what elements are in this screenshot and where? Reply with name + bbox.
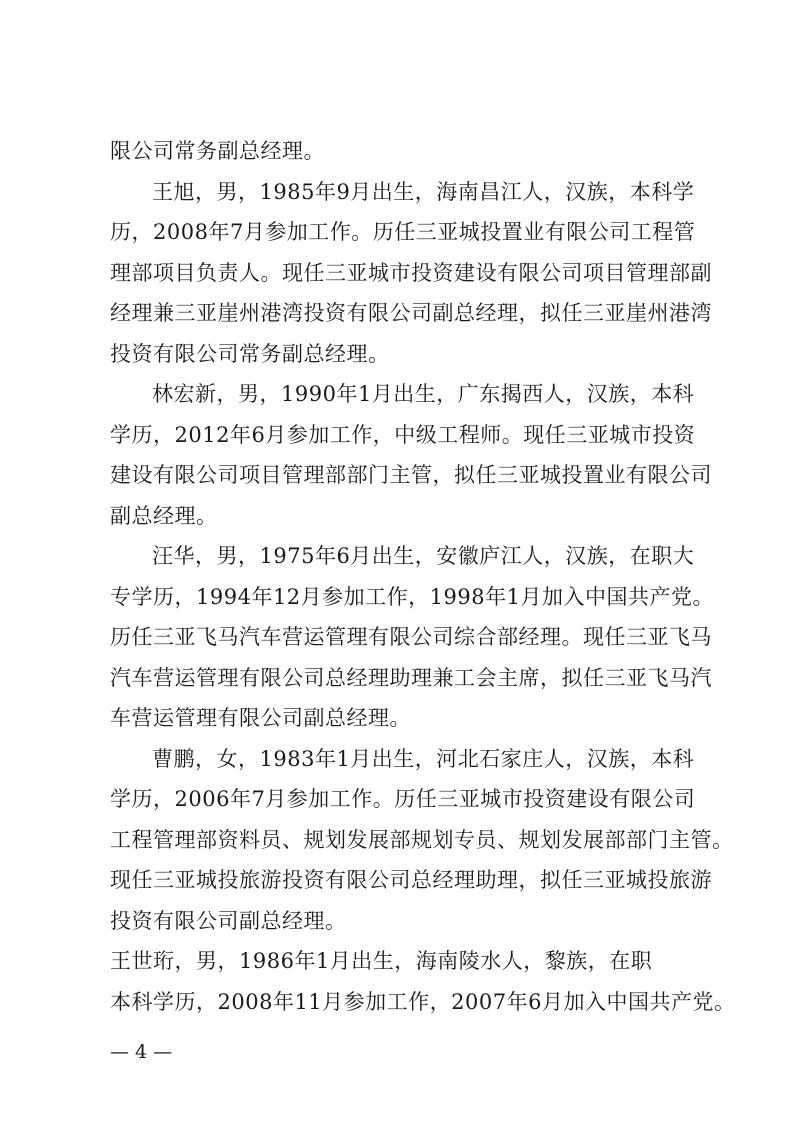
text-line: 历任三亚飞马汽车营运管理有限公司综合部经理。现任三亚飞马 [110,625,712,649]
paragraph-first-line: 汪华，男，1975年6月出生，安徽庐江人，汉族，在职大 [152,544,695,568]
text-line: 车营运管理有限公司副总经理。 [110,706,411,730]
text-line: 工程管理部资料员、规划发展部规划专员、规划发展部部门主管。 [110,827,734,852]
text-line: 汽车营运管理有限公司总经理助理兼工会主席，拟任三亚飞马汽 [110,665,712,690]
page-number: — 4 — [110,1041,173,1063]
text-line: 限公司常务副总经理。 [110,139,325,163]
text-line: 理部项目负责人。现任三亚城市投资建设有限公司项目管理部副 [110,260,712,285]
paragraph-first-line: 王旭，男，1985年9月出生，海南昌江人，汉族，本科学 [152,179,695,204]
paragraph-first-line: 林宏新，男，1990年1月出生，广东揭西人，汉族，本科 [152,382,695,406]
text-line: 学历，2006年7月参加工作。历任三亚城市投资建设有限公司 [110,787,696,811]
text-line: 本科学历，2008年11月参加工作，2007年6月加入中国共产党。 [110,989,736,1014]
text-line: 现任三亚城投旅游投资有限公司总经理助理，拟任三亚城投旅游 [110,868,712,892]
text-line: 副总经理。 [110,503,218,528]
text-line: 学历，2012年6月参加工作，中级工程师。现任三亚城市投资 [110,422,696,447]
text-line: 经理兼三亚崖州港湾投资有限公司副总经理，拟任三亚崖州港湾 [110,301,712,325]
text-line: 投资有限公司常务副总经理。 [110,341,390,366]
paragraph-first-line: 曹鹏，女，1983年1月出生，河北石家庄人，汉族，本科 [152,746,695,771]
text-line: 建设有限公司项目管理部部门主管，拟任三亚城投置业有限公司 [110,463,712,487]
text-line: 投资有限公司副总经理。 [110,908,347,933]
text-line: 历，2008年7月参加工作。历任三亚城投置业有限公司工程管 [110,220,696,244]
text-line: 王世珩，男，1986年1月出生，海南陵水人，黎族，在职 [110,949,653,973]
text-line: 专学历，1994年12月参加工作，1998年1月加入中国共产党。 [110,584,714,609]
